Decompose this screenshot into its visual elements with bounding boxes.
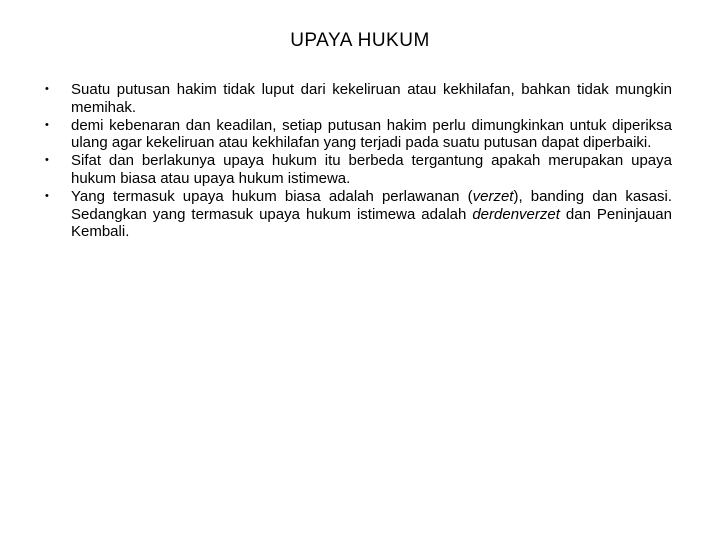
bullet-4-italic-derdenverzet: derdenverzet — [472, 205, 560, 223]
bullet-list — [45, 81, 672, 241]
slide-title: UPAYA HUKUM — [290, 30, 430, 51]
bullet-4-text-part-1: Yang termasuk upaya hukum biasa adalah perlawanan ( — [71, 187, 473, 205]
bullet-4-text-part-2: ), banding dan kasasi. Sedangkan yang termasuk upaya hukum istimewa adalah — [71, 187, 673, 223]
bullet-item-1: • Suatu putusan hakim tidak luput dari kekeliruan atau kekhilafan, bahkan tidak mungkin memihak. — [45, 81, 672, 117]
bullet-item-3: • Sifat dan berlakunya upaya hukum itu berbeda tergantung apakah merupakan upaya hukum biasa atau upaya hukum istimewa. — [45, 152, 672, 188]
bullet-4-italic-verzet: verzet — [472, 187, 514, 205]
bullet-item-4 — [45, 188, 672, 241]
bullet-item-2: • demi kebenaran dan keadilan, setiap putusan hakim perlu dimungkinkan untuk diperiksa ulang agar kekeliruan atau kekhilafan yang terjadi pada suatu putusan dapat diperbaiki. — [45, 117, 672, 153]
bullet-4-text-part-3: dan Peninjauan Kembali. — [71, 205, 672, 241]
